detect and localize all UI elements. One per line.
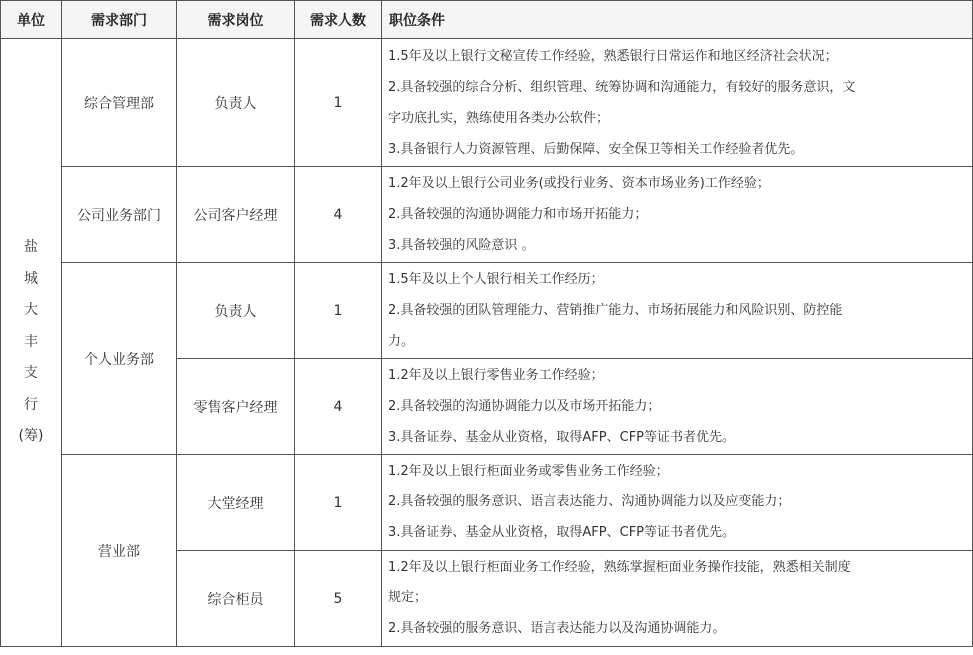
condition-line: 2.具备较强的综合分析、组织管理、统筹协调和沟通能力，有较好的服务意识，文 [388,79,856,95]
position-cell: 公司客户经理 [177,167,295,263]
conditions-cell [382,167,973,263]
condition-line: 2.具备较强的服务意识、语言表达能力、沟通协调能力以及应变能力； [388,494,791,510]
condition-line: 1.5年及以上个人银行相关工作经历； [388,272,604,287]
condition-line: 2.具备较强的服务意识、语言表达能力以及沟通协调能力。 [388,620,726,636]
position-cell: 负责人 [177,39,295,167]
condition-line: 规定； [388,590,428,606]
header-count: 需求人数 [295,1,382,39]
department-cell: 个人业务部 [62,263,177,455]
unit-char: 大 [24,302,38,319]
condition-line: 2.具备较强的团队管理能力、营销推广能力、市场拓展能力和风险识别、防控能 [388,303,843,318]
condition-line: 1.2年及以上银行柜面业务或零售业务工作经验； [388,463,669,479]
department-cell: 综合管理部 [62,39,177,167]
unit-char: 盐 [24,239,38,256]
count-cell: 1 [295,263,382,359]
count-cell: 1 [295,455,382,551]
table-row [1,263,973,359]
unit-char: 城 [24,270,38,287]
table-row [1,39,973,167]
table-row [1,455,973,551]
department-cell: 公司业务部门 [62,167,177,263]
table-row [1,167,973,263]
conditions-cell [382,39,973,167]
condition-line: 1.2年及以上银行柜面业务工作经验，熟练掌握柜面业务操作技能，熟悉相关制度 [388,559,851,575]
position-cell: 综合柜员 [177,551,295,647]
conditions-cell [382,263,973,359]
count-cell: 1 [295,39,382,167]
header-unit: 单位 [1,1,62,39]
condition-line: 2.具备较强的沟通协调能力和市场开拓能力； [388,207,648,222]
department-cell: 营业部 [62,455,177,647]
count-cell: 4 [295,167,382,263]
count-cell: 4 [295,359,382,455]
unit-char: 支 [24,365,38,382]
unit-char: (筹) [18,428,44,445]
condition-line: 字功底扎实，熟练使用各类办公软件； [388,110,610,126]
header-row [1,1,973,39]
condition-line: 3.具备较强的风险意识 。 [388,238,535,253]
condition-line: 1.5年及以上银行文秘宣传工作经验，熟悉银行日常运作和地区经济社会状况； [388,48,838,64]
position-cell: 零售客户经理 [177,359,295,455]
condition-line: 2.具备较强的沟通协调能力以及市场开拓能力； [388,399,661,414]
unit-char: 行 [24,396,38,413]
position-cell: 大堂经理 [177,455,295,551]
conditions-cell [382,455,973,551]
condition-line: 1.2年及以上银行零售业务工作经验； [388,368,604,383]
position-cell: 负责人 [177,263,295,359]
condition-line: 力。 [388,334,415,349]
header-conditions: 职位条件 [382,1,973,39]
count-cell: 5 [295,551,382,647]
conditions-cell [382,551,973,647]
header-position: 需求岗位 [177,1,295,39]
condition-line: 1.2年及以上银行公司业务(或投行业务、资本市场业务)工作经验； [388,176,770,191]
unit-char: 丰 [24,333,38,350]
header-department: 需求部门 [62,1,177,39]
condition-line: 3.具备证券、基金从业资格，取得AFP、CFP等证书者优先。 [388,430,736,445]
condition-line: 3.具备银行人力资源管理、后勤保障、安全保卫等相关工作经验者优先。 [388,141,804,157]
conditions-cell [382,359,973,455]
condition-line: 3.具备证券、基金从业资格，取得AFP、CFP等证书者优先。 [388,524,736,540]
unit-cell [1,39,62,647]
